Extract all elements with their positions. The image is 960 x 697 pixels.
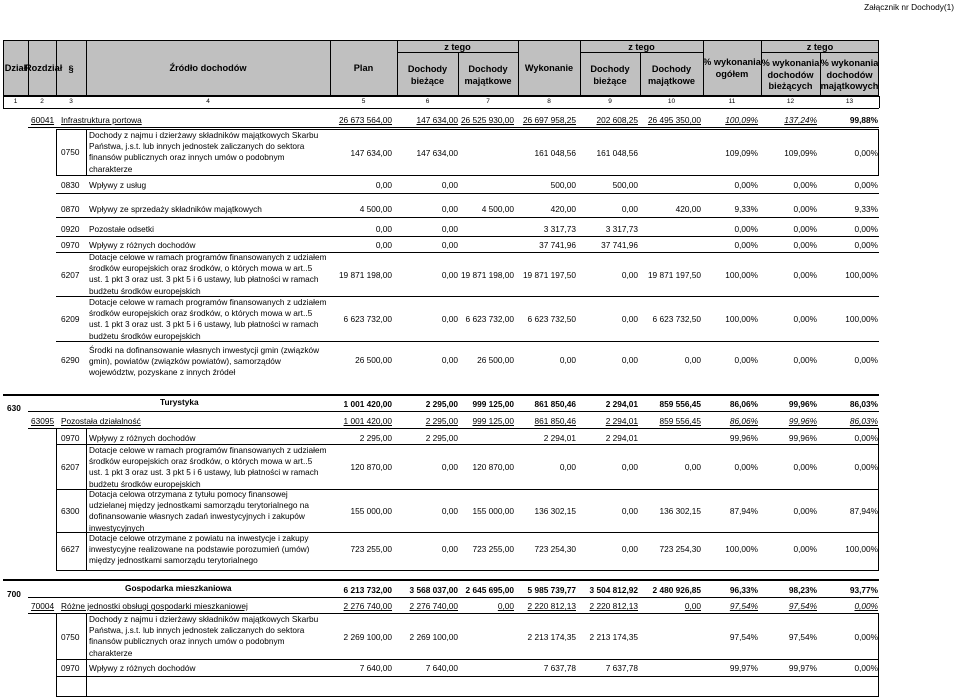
header-zrodlo: Źródło dochodów (169, 63, 247, 73)
row-6300-name: Dotacja celowa otrzymana z tytułu pomocy finansowej udzielanej między jednostkami samorządu terytorialnego na dofinansowanie własnych zadań inwestycyjnych i zakupów inwestycyjnych (89, 489, 309, 533)
row-6627-plan: 723 255,00 (350, 544, 392, 554)
row-0830-pct-ogolem: 0,00% (734, 180, 758, 190)
row-700-plan-majatkowe: 2 645 695,00 (465, 585, 514, 595)
row-0970-pct-majatkowych: 0,00% (854, 240, 878, 250)
colnum-divider (3, 108, 879, 109)
row-630-pct-ogolem: 86,06% (729, 399, 758, 409)
row-0830-wyk-biezace: 500,00 (612, 180, 638, 190)
row-63095-pct-biezacych: 99,96% (788, 416, 817, 426)
row-60041-wyk-biezace: 202 608,25 (596, 115, 638, 125)
row-6209-wyk-majatkowe: 6 623 732,50 (652, 314, 701, 324)
colnum: 8 (547, 98, 551, 105)
row-0830-name: Wpływy z usług (89, 180, 147, 190)
row-700-plan: 6 213 732,00 (343, 585, 392, 595)
colnum: 5 (361, 98, 366, 105)
row-6300-plan: 155 000,00 (350, 506, 392, 516)
row-70004-plan-majatkowe: 0,00 (497, 601, 514, 611)
row-sep (86, 428, 87, 571)
row-0870-wykonanie: 420,00 (550, 204, 576, 214)
row-70004-plan: 2 276 740,00 (343, 601, 392, 611)
row-0970b-wyk-biezace: 2 294,01 (605, 433, 638, 443)
row-0870-wyk-majatkowe: 420,00 (675, 204, 701, 214)
row-divider (56, 236, 879, 237)
row-0830-pct-biezacych: 0,00% (793, 180, 817, 190)
row-6209-wykonanie: 6 623 732,50 (527, 314, 576, 324)
row-0970c-name: Wpływy z różnych dochodów (89, 663, 196, 673)
row-700-pct-biezacych: 98,23% (788, 585, 817, 595)
row-630-wyk-majatkowe: 859 556,45 (659, 399, 701, 409)
row-6627-wyk-majatkowe: 723 254,30 (659, 544, 701, 554)
row-code: 0970 (61, 433, 80, 443)
row-60041-pct-majatkowych: 99,88% (849, 115, 878, 125)
row-divider (28, 411, 879, 412)
row-0750b-plan-biezace: 2 269 100,00 (409, 632, 458, 642)
row-6207b-plan-majatkowe: 120 870,00 (472, 462, 514, 472)
row-0750-wykonanie: 161 048,56 (534, 148, 576, 158)
row-6207-plan-majatkowe: 19 871 198,00 (460, 270, 514, 280)
header-plan: Plan (353, 63, 374, 73)
row-6207b-wyk-majatkowe: 0,00 (684, 462, 701, 472)
row-0970b-pct-biezacych: 99,96% (788, 433, 817, 443)
row-0920-pct-ogolem: 0,00% (734, 224, 758, 234)
row-0970b-plan-biezace: 2 295,00 (425, 433, 458, 443)
row-700-wyk-majatkowe: 2 480 926,85 (652, 585, 701, 595)
dzial-code: 700 (7, 589, 21, 599)
row-63095-wykonanie: 861 850,46 (534, 416, 576, 426)
row-6209-pct-majatkowych: 100,00% (845, 314, 878, 324)
row-sep (86, 613, 87, 697)
row-0970-plan: 0,00 (375, 240, 392, 250)
row-0970-pct-ogolem: 0,00% (734, 240, 758, 250)
row-6207b-wyk-biezace: 0,00 (621, 462, 638, 472)
row-0750b-pct-ogolem: 97,54% (729, 632, 758, 642)
row-700-wyk-biezace: 3 504 812,92 (589, 585, 638, 595)
row-0970c-plan-biezace: 7 640,00 (425, 663, 458, 673)
row-0920-name: Pozostałe odsetki (89, 224, 155, 234)
row-700-pct-majatkowych: 93,77% (849, 585, 878, 595)
row-630-wyk-biezace: 2 294,01 (605, 399, 638, 409)
row-code: 0970 (61, 663, 80, 673)
row-0750b-name: Dochody z najmu i dzierżawy składników majątkowych Skarbu Państwa, j.s.t. lub innych jednostek zaliczanych do sektora finansów publicznych oraz innych umów o podobnym charakterze (89, 614, 319, 658)
header-pct-majatkowych: % wykonania dochodów majątkowych (820, 58, 879, 92)
row-0750b-wykonanie: 2 213 174,35 (527, 632, 576, 642)
row-6207-plan-biezace: 0,00 (441, 270, 458, 280)
row-6207-pct-biezacych: 0,00% (793, 270, 817, 280)
row-6300-pct-biezacych: 0,00% (793, 506, 817, 516)
header-divider (3, 96, 879, 97)
row-6290-plan: 26 500,00 (355, 355, 392, 365)
row-630-plan-majatkowe: 999 125,00 (472, 399, 514, 409)
row-6300-plan-majatkowe: 155 000,00 (472, 506, 514, 516)
row-700-plan-biezace: 3 568 037,00 (409, 585, 458, 595)
row-0970b-name: Wpływy z różnych dochodów (89, 433, 196, 443)
row-0970-name: Wpływy z różnych dochodów (89, 240, 196, 250)
row-6300-wyk-majatkowe: 136 302,15 (659, 506, 701, 516)
row-divider (28, 127, 879, 128)
colnum: 10 (667, 98, 676, 105)
row-0870-plan-biezace: 0,00 (441, 204, 458, 214)
colnum: 1 (13, 98, 18, 105)
row-6627-wyk-biezace: 0,00 (621, 544, 638, 554)
row-6290-plan-majatkowe: 26 500,00 (477, 355, 514, 365)
row-6290-name: Środki na dofinansowanie własnych inwestycji gmin (związków gmin), powiatów (związków powiatów), samorządów województw, pozyskane z innych źródeł (89, 345, 320, 378)
row-code: 0970 (61, 240, 80, 250)
row-0870-wyk-biezace: 0,00 (621, 204, 638, 214)
row-63095-plan-biezace: 2 295,00 (425, 416, 458, 426)
rozdzial-code: 60041 (31, 115, 55, 125)
rozdzial-name: Różne jednostki obsługi gospodarki mieszkaniowej (61, 601, 248, 611)
dzial-code: 630 (7, 403, 21, 413)
header-dochody-majatkowe-2: Dochody majątkowe (648, 64, 695, 86)
row-70004-pct-ogolem: 97,54% (729, 601, 758, 611)
row-6290-pct-biezacych: 0,00% (793, 355, 817, 365)
header-z-tego-2: z tego (628, 42, 655, 52)
header-pct-ogolem: % wykonania ogółem (703, 57, 761, 79)
row-0920-plan: 0,00 (375, 224, 392, 234)
row-0970-plan-biezace: 0,00 (441, 240, 458, 250)
row-70004-wyk-majatkowe: 0,00 (684, 601, 701, 611)
row-630-wykonanie: 861 850,46 (534, 399, 576, 409)
row-6207-plan: 19 871 198,00 (338, 270, 392, 280)
row-0970c-plan: 7 640,00 (359, 663, 392, 673)
row-6207-wyk-majatkowe: 19 871 197,50 (647, 270, 701, 280)
row-6290-wykonanie: 0,00 (559, 355, 576, 365)
row-0750-plan-biezace: 147 634,00 (416, 148, 458, 158)
row-6300-wykonanie: 136 302,15 (534, 506, 576, 516)
row-6627-wykonanie: 723 254,30 (534, 544, 576, 554)
row-6290-wyk-biezace: 0,00 (621, 355, 638, 365)
row-code: 0870 (61, 204, 80, 214)
row-6207-pct-ogolem: 100,00% (725, 270, 758, 280)
row-0920-pct-biezacych: 0,00% (793, 224, 817, 234)
row-6627-pct-ogolem: 100,00% (725, 544, 758, 554)
row-sep (86, 129, 87, 176)
row-630-pct-biezacych: 99,96% (788, 399, 817, 409)
row-60041-plan-majatkowe: 26 525 930,00 (460, 115, 514, 125)
colnum: 12 (786, 98, 795, 105)
row-0970-pct-biezacych: 0,00% (793, 240, 817, 250)
row-6207-wyk-biezace: 0,00 (621, 270, 638, 280)
row-6207b-plan: 120 870,00 (350, 462, 392, 472)
row-6290-pct-majatkowych: 0,00% (854, 355, 878, 365)
header-z-tego-1: z tego (444, 42, 471, 52)
row-0920-wyk-biezace: 3 317,73 (605, 224, 638, 234)
row-630-plan-biezace: 2 295,00 (425, 399, 458, 409)
row-0750b-pct-biezacych: 97,54% (788, 632, 817, 642)
row-6209-plan: 6 623 732,00 (343, 314, 392, 324)
row-code: 0750 (61, 147, 80, 157)
colnum: 13 (845, 98, 854, 105)
row-60041-wykonanie: 26 697 958,25 (522, 115, 576, 125)
row-divider (28, 597, 879, 598)
row-divider (56, 193, 879, 194)
row-0750-pct-majatkowych: 0,00% (854, 148, 878, 158)
row-6300-pct-ogolem: 87,94% (729, 506, 758, 516)
row-6207-pct-majatkowych: 100,00% (845, 270, 878, 280)
row-6207b-pct-biezacych: 0,00% (793, 462, 817, 472)
row-0750-plan: 147 634,00 (350, 148, 392, 158)
row-0750-pct-biezacych: 109,09% (784, 148, 817, 158)
row-6300-plan-biezace: 0,00 (441, 506, 458, 516)
rozdzial-name: Pozostała działalność (61, 416, 141, 426)
row-70004-plan-biezace: 2 276 740,00 (409, 601, 458, 611)
row-0970b-plan: 2 295,00 (359, 433, 392, 443)
row-0970-wykonanie: 37 741,96 (539, 240, 576, 250)
row-6207b-wykonanie: 0,00 (559, 462, 576, 472)
row-0830-pct-majatkowych: 0,00% (854, 180, 878, 190)
row-63095-pct-ogolem: 86,06% (729, 416, 758, 426)
row-6300-pct-majatkowych: 87,94% (849, 506, 878, 516)
row-63095-wyk-biezace: 2 294,01 (605, 416, 638, 426)
row-63095-wyk-majatkowe: 859 556,45 (659, 416, 701, 426)
row-0970-wyk-biezace: 37 741,96 (601, 240, 638, 250)
row-6627-pct-biezacych: 0,00% (793, 544, 817, 554)
header-dochody-biezace-2: Dochody bieżące (590, 64, 630, 86)
header-dochody-biezace-1: Dochody bieżące (407, 64, 448, 86)
section-divider (3, 394, 879, 396)
rozdzial-code: 63095 (31, 416, 55, 426)
row-0870-plan-majatkowe: 4 500,00 (481, 204, 514, 214)
row-6627-plan-biezace: 0,00 (441, 544, 458, 554)
row-6209-plan-biezace: 0,00 (441, 314, 458, 324)
header-paragraph: § (68, 64, 74, 74)
row-code: 6627 (61, 544, 80, 554)
row-6209-plan-majatkowe: 6 623 732,00 (465, 314, 514, 324)
header-dzial: Dział (4, 63, 27, 73)
colnum: 4 (206, 98, 210, 105)
row-63095-plan-majatkowe: 999 125,00 (472, 416, 514, 426)
row-0750b-pct-majatkowych: 0,00% (854, 632, 878, 642)
row-0750-pct-ogolem: 109,09% (725, 148, 758, 158)
row-0870-pct-ogolem: 9,33% (734, 204, 758, 214)
row-60041-pct-biezacych: 137,24% (784, 115, 817, 125)
row-0920-wykonanie: 3 317,73 (543, 224, 576, 234)
row-6627-name: Dotacje celowe otrzymane z powiatu na inwestycje i zakupy inwestycyjne realizowane na podstawie porozumień (umów) między jednostkami samorządu terytorialnego (89, 533, 310, 566)
row-code: 6300 (61, 506, 80, 516)
row-0750b-plan: 2 269 100,00 (343, 632, 392, 642)
row-0750b-wyk-biezace: 2 213 174,35 (589, 632, 638, 642)
dzial-name: Turystyka (160, 397, 199, 407)
dzial-name: Gospodarka mieszkaniowa (125, 583, 232, 593)
row-divider (56, 341, 879, 342)
colnum: 3 (69, 98, 73, 105)
row-6207b-pct-ogolem: 0,00% (734, 462, 758, 472)
row-0970c-wyk-biezace: 7 637,78 (605, 663, 638, 673)
row-0970c-wykonanie: 7 637,78 (543, 663, 576, 673)
header-pct-biezacych: % wykonania dochodów bieżących (761, 58, 820, 92)
row-700-wykonanie: 5 985 739,77 (527, 585, 576, 595)
row-0870-pct-majatkowych: 9,33% (854, 204, 878, 214)
row-code: 6290 (61, 355, 80, 365)
row-0870-pct-biezacych: 0,00% (793, 204, 817, 214)
row-6209-pct-ogolem: 100,00% (725, 314, 758, 324)
header-z-tego-3: z tego (806, 42, 834, 52)
row-code: 6209 (61, 314, 80, 324)
row-0970b-pct-ogolem: 99,96% (729, 433, 758, 443)
row-6209-pct-biezacych: 0,00% (793, 314, 817, 324)
row-60041-plan: 26 673 564,00 (338, 115, 392, 125)
row-6627-pct-majatkowych: 100,00% (845, 544, 878, 554)
row-6207-wykonanie: 19 871 197,50 (522, 270, 576, 280)
row-6209-name: Dotacje celowe w ramach programów finansowanych z udziałem środków europejskich oraz środków, o których mowa w art..5 ust. 1 pkt 3 oraz ust. 3 pkt 5 i 6 ustawy, lub płatności w ramach budżetu środków europejskich (89, 297, 327, 341)
row-630-pct-majatkowych: 86,03% (849, 399, 878, 409)
row-divider (56, 217, 879, 218)
row-0970b-wykonanie: 2 294,01 (543, 433, 576, 443)
header-dochody-majatkowe-1: Dochody majątkowe (464, 64, 512, 86)
row-0970c-pct-ogolem: 99,97% (729, 663, 758, 673)
row-divider (56, 659, 879, 660)
row-code: 0830 (61, 180, 80, 190)
row-60041-wyk-majatkowe: 26 495 350,00 (647, 115, 701, 125)
row-0970b-pct-majatkowych: 0,00% (854, 433, 878, 443)
row-0830-plan-biezace: 0,00 (441, 180, 458, 190)
row-0870-plan: 4 500,00 (359, 204, 392, 214)
row-code: 0750 (61, 632, 80, 642)
row-0750-wyk-biezace: 161 048,56 (596, 148, 638, 158)
row-0830-wykonanie: 500,00 (550, 180, 576, 190)
row-0970c-pct-majatkowych: 0,00% (854, 663, 878, 673)
row-6207-name: Dotacje celowe w ramach programów finansowanych z udziałem środków europejskich oraz środków, o których mowa w art..5 ust. 1 pkt 3 oraz ust. 3 pkt 5 i 6 ustawy, lub płatności w ramach budżetu środków europejskich (89, 252, 327, 296)
row-divider (56, 676, 879, 677)
row-6290-plan-biezace: 0,00 (441, 355, 458, 365)
row-6300-wyk-biezace: 0,00 (621, 506, 638, 516)
row-63095-plan: 1 001 420,00 (343, 416, 392, 426)
colnum: 7 (486, 98, 490, 105)
row-6209-wyk-biezace: 0,00 (621, 314, 638, 324)
row-6207b-name: Dotacje celowe w ramach programów finansowanych z udziałem środków europejskich oraz środków, o których mowa w art..5 ust. 1 pkt 3 oraz ust. 3 pkt 5 i 6 ustawy, lub płatności w ramach budżetu środków europejskich (89, 445, 327, 489)
row-code: 0920 (61, 224, 80, 234)
row-6627-plan-majatkowe: 723 255,00 (472, 544, 514, 554)
colnum: 9 (608, 98, 612, 105)
colnum: 11 (728, 98, 736, 105)
row-0920-pct-majatkowych: 0,00% (854, 224, 878, 234)
row-0920-plan-biezace: 0,00 (441, 224, 458, 234)
row-6207b-plan-biezace: 0,00 (441, 462, 458, 472)
row-70004-pct-majatkowych: 0,00% (854, 601, 878, 611)
colnum-border-right (879, 96, 880, 108)
header-rozdzial: Rozdział (25, 63, 63, 73)
attachment-note: Załącznik nr Dochody(1) (864, 2, 954, 12)
row-63095-pct-majatkowych: 86,03% (849, 416, 878, 426)
header-wykonanie: Wykonanie (524, 63, 574, 73)
section-divider (3, 579, 879, 581)
row-6290-pct-ogolem: 0,00% (734, 355, 758, 365)
row-70004-wyk-biezace: 2 220 812,13 (589, 601, 638, 611)
row-0750-name: Dochody z najmu i dzierżawy składników majątkowych Skarbu Państwa, j.s.t. lub innych jednostek zaliczanych do sektora finansów publicznych oraz innych umów o podobnym charakterze (89, 130, 319, 174)
row-70004-wykonanie: 2 220 812,13 (527, 601, 576, 611)
row-630-plan: 1 001 420,00 (343, 399, 392, 409)
row-700-pct-ogolem: 96,33% (729, 585, 758, 595)
rozdzial-code: 70004 (31, 601, 55, 611)
row-0830-plan: 0,00 (375, 180, 392, 190)
row-70004-pct-biezacych: 97,54% (788, 601, 817, 611)
row-60041-plan-biezace: 147 634,00 (416, 115, 458, 125)
row-code: 6207 (61, 462, 80, 472)
row-code: 6207 (61, 270, 80, 280)
colnum: 6 (425, 98, 430, 105)
row-60041-pct-ogolem: 100,09% (725, 115, 758, 125)
row-0970c-pct-biezacych: 99,97% (788, 663, 817, 673)
colnum: 2 (40, 98, 44, 105)
row-0870-name: Wpływy ze sprzedaży składników majątkowych (89, 204, 262, 214)
row-6207b-pct-majatkowych: 0,00% (854, 462, 878, 472)
rozdzial-name: Infrastruktura portowa (61, 115, 142, 125)
row-6290-wyk-majatkowe: 0,00 (684, 355, 701, 365)
